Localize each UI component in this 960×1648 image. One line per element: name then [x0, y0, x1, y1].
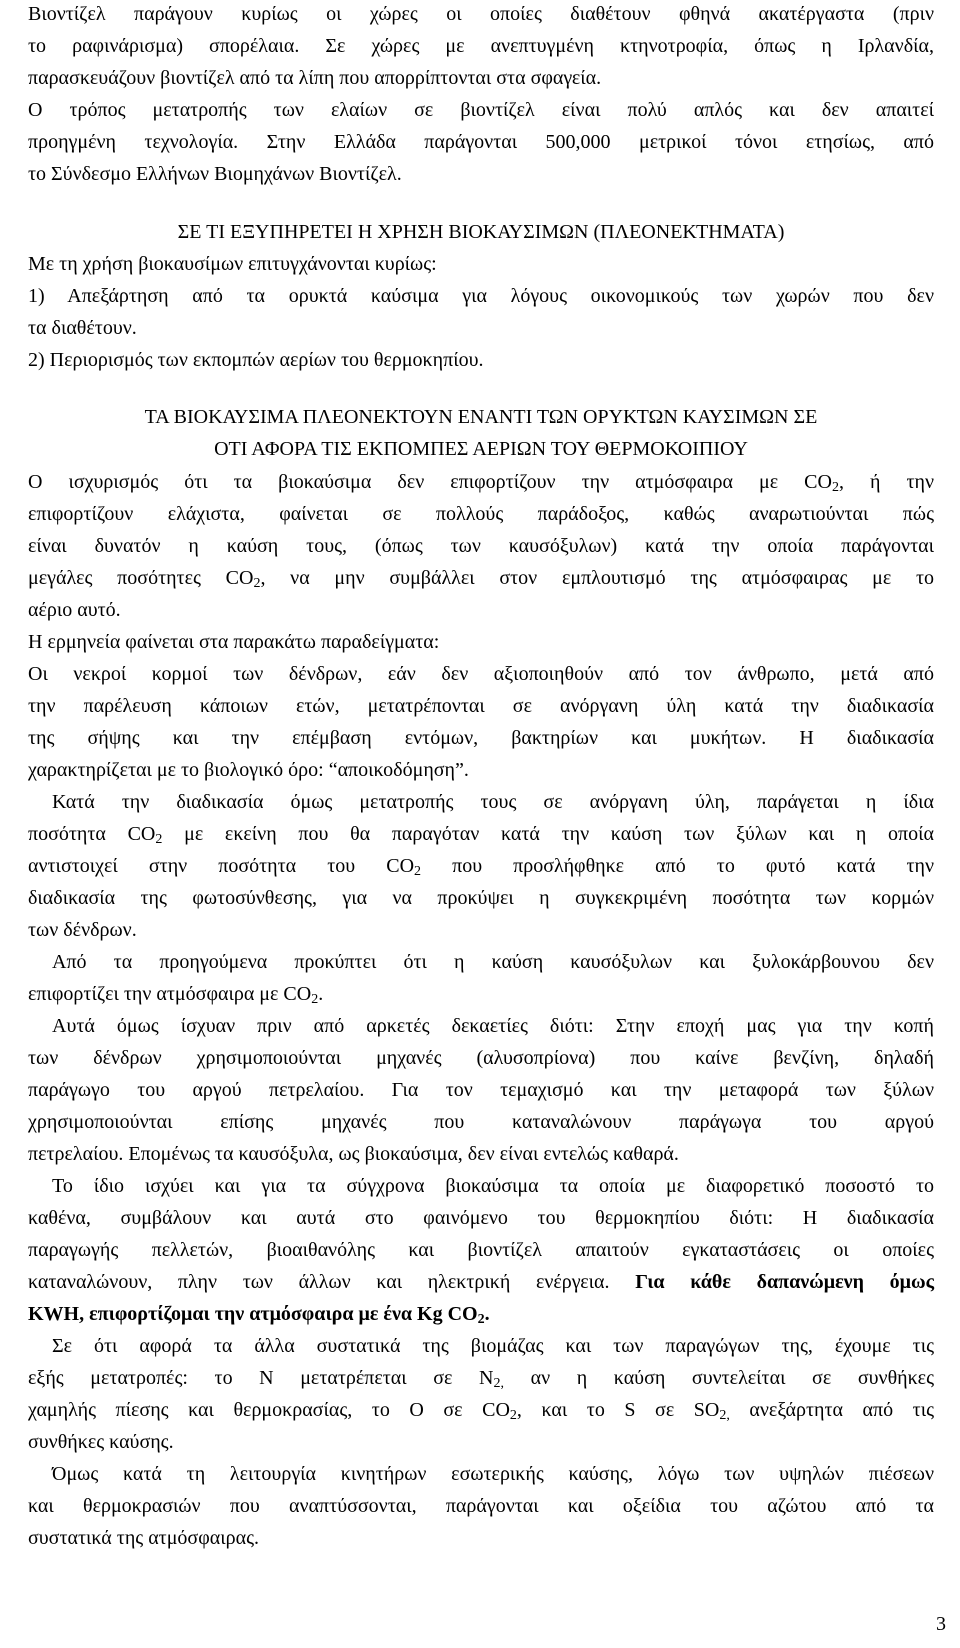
advantage-item-1: 1) Απεξάρτηση από τα ορυκτά καύσιμα για λόγους οικονομικούς των χωρών που δεν: [28, 285, 934, 307]
p7-line-3: παραγωγής πελλετών, βιοαιθανόλης και βιοντίζελ απαιτούν εγκαταστάσεις οι οποίες: [28, 1239, 934, 1261]
emissions-heading-line-1: ΤΑ ΒΙΟΚΑΥΣΙΜΑ ΠΛΕΟΝΕΚΤΟΥΝ ΕΝΑΝΤΙ ΤΩΝ ΟΡΥΚΤΩΝ ΚΑΥΣΙΜΩΝ ΣΕ: [144, 406, 818, 428]
p3-line-1: Οι νεκροί κορμοί των δένδρων, εάν δεν αξιοποιηθούν από τον άνθρωπο, μετά από: [28, 663, 934, 685]
p6-line-3: παράγωγο του αργού πετρελαίου. Για τον τεμαχισμό και την μεταφορά των ξύλων: [28, 1079, 934, 1101]
p8-line-2: εξής μετατροπές: το N μετατρέπεται σε $N_{2,}$ αν η καύση συντελείται σε συνθήκες: [28, 1367, 934, 1391]
advantage-item-1-cont: τα διαθέτουν.: [28, 317, 137, 339]
p8-line-3: χαμηλής πίεσης και θερμοκρασίας, το Ο σε $CO_2$, και το S σε $SO_{2,}$ ανεξάρτητα από τις: [28, 1399, 935, 1423]
p3-line-4: χαρακτηρίζεται με το βιολογικό όρο: “αποικοδόμηση”.: [28, 759, 469, 781]
p5-line-2: επιφορτίζει την ατμόσφαιρα με $CO_2$.: [28, 983, 324, 1007]
advantages-heading: ΣΕ ΤΙ ΕΞΥΠΗΡΕΤΕΙ Η ΧΡΗΣΗ ΒΙΟΚΑΥΣΙΜΩΝ (ΠΛΕΟΝΕΚΤΗΜΑΤΑ): [177, 221, 785, 243]
p8-line-4: συνθήκες καύσης.: [28, 1431, 174, 1453]
p4-line-1: Κατά την διαδικασία όμως μετατροπής τους σε ανόργανη ύλη, παράγεται η ίδια: [52, 791, 934, 813]
page-number: 3: [936, 1613, 946, 1635]
p7-line-4: καταναλώνουν, πλην των άλλων και ηλεκτρική ενέργεια. Για κάθε δαπανώμενη όμως: [28, 1271, 935, 1293]
p4-line-2: ποσότητα $CO_2$ με εκείνη που θα παραγόταν κατά την καύση των ξύλων και η οποία: [28, 823, 934, 847]
p5-line-1: Από τα προηγούμενα προκύπτει ότι η καύση καυσόξυλων και ξυλοκάρβουνου δεν: [52, 951, 934, 973]
p4-line-5: των δένδρων.: [28, 919, 137, 941]
intro-line-6: το Σύνδεσμο Ελλήνων Βιομηχάνων Βιοντίζελ.: [28, 163, 402, 185]
p3-line-3: της σήψης και την επέμβαση εντόμων, βακτηρίων και μυκήτων. Η διαδικασία: [28, 727, 934, 749]
intro-line-5: προηγμένη τεχνολογία. Στην Ελλάδα παράγονται 500,000 μετρικοί τόνοι ετησίως, από: [28, 131, 934, 153]
p9-line-1: Όμως κατά τη λειτουργία κινητήρων εσωτερικής καύσης, λόγω των υψηλών πιέσεων: [52, 1463, 934, 1485]
p6-line-5: πετρελαίου. Επομένως τα καυσόξυλα, ως βιοκαύσιμα, δεν είναι εντελώς καθαρά.: [28, 1143, 679, 1165]
p6-line-4: χρησιμοποιούνται επίσης μηχανές που καταναλώνουν παράγωγα του αργού: [28, 1111, 934, 1133]
p1-line-5: αέριο αυτό.: [28, 599, 121, 621]
p4-line-4: διαδικασία της φωτοσύνθεσης, για να προκύψει η συγκεκριμένη ποσότητα των κορμών: [28, 887, 934, 909]
p4-line-3: αντιστοιχεί στην ποσότητα του $CO_2$ που προσλήφθηκε από το φυτό κατά την: [28, 855, 934, 879]
p9-line-3: συστατικά της ατμόσφαιρας.: [28, 1527, 259, 1549]
p8-line-1: Σε ότι αφορά τα άλλα συστατικά της βιομάζας και των παραγώγων της, έχουμε τις: [52, 1335, 934, 1357]
p6-line-2: των δένδρων χρησιμοποιούνται μηχανές (αλυσοπρίονα) που καίνε βενζίνη, δηλαδή: [28, 1047, 934, 1069]
intro-line-1: Βιοντίζελ παράγουν κυρίως οι χώρες οι οποίες διαθέτουν φθηνά ακατέργαστα (πριν: [28, 3, 934, 25]
p1-line-4: μεγάλες ποσότητες $CO_2$, να μην συμβάλλει στον εμπλουτισμό της ατμόσφαιρας με το: [28, 567, 934, 591]
intro-line-4: Ο τρόπος μετατροπής των ελαίων σε βιοντίζελ είναι πολύ απλός και δεν απαιτεί: [28, 99, 934, 121]
advantages-lead: Με τη χρήση βιοκαυσίμων επιτυγχάνονται κυρίως:: [28, 253, 437, 275]
p7-line-5: KWH, επιφορτίζομαι την ατμόσφαιρα με ένα Kg $CO_2$.: [28, 1303, 490, 1327]
p2-line: Η ερμηνεία φαίνεται στα παρακάτω παραδείγματα:: [28, 631, 440, 653]
p1-line-1: Ο ισχυρισμός ότι τα βιοκαύσιμα δεν επιφορτίζουν την ατμόσφαιρα με $CO_2$, ή την: [28, 471, 934, 495]
p7-line-1: Το ίδιο ισχύει και για τα σύγχρονα βιοκαύσιμα τα οποία με διαφορετικό ποσοστό το: [52, 1175, 934, 1197]
intro-line-3: παρασκευάζουν βιοντίζελ από τα λίπη που απορρίπτονται στα σφαγεία.: [28, 67, 602, 89]
p1-line-3: είναι δυνατόν η καύση τους, (όπως των καυσόξυλων) κατά την οποία παράγονται: [28, 535, 934, 557]
p9-line-2: και θερμοκρασιών που αναπτύσσονται, παράγονται και οξείδια του αζώτου από τα: [28, 1495, 934, 1517]
emissions-heading-line-2: ΟΤΙ ΑΦΟΡΑ ΤΙΣ ΕΚΠΟΜΠΕΣ ΑΕΡΙΩΝ ΤΟΥ ΘΕΡΜΟΚΟΙΠΙΟΥ: [214, 438, 748, 460]
p1-line-2: επιφορτίζουν ελάχιστα, φαίνεται σε πολλούς παράδοξος, καθώς αναρωτιούνται πώς: [28, 503, 934, 525]
intro-line-2: το ραφινάρισμα) σπορέλαια. Σε χώρες με ανεπτυγμένη κτηνοτροφία, όπως η Ιρλανδία,: [28, 35, 934, 57]
advantage-item-2: 2) Περιορισμός των εκπομπών αερίων του θερμοκηπίου.: [28, 349, 484, 371]
p7-line-2: καθένα, συμβάλουν και αυτά στο φαινόμενο του θερμοκηπίου διότι: Η διαδικασία: [28, 1207, 934, 1229]
p6-line-1: Αυτά όμως ίσχυαν πριν από αρκετές δεκαετίες διότι: Στην εποχή μας για την κοπή: [52, 1015, 934, 1037]
p3-line-2: την παρέλευση κάποιων ετών, μετατρέπονται σε ανόργανη ύλη κατά την διαδικασία: [28, 695, 934, 717]
